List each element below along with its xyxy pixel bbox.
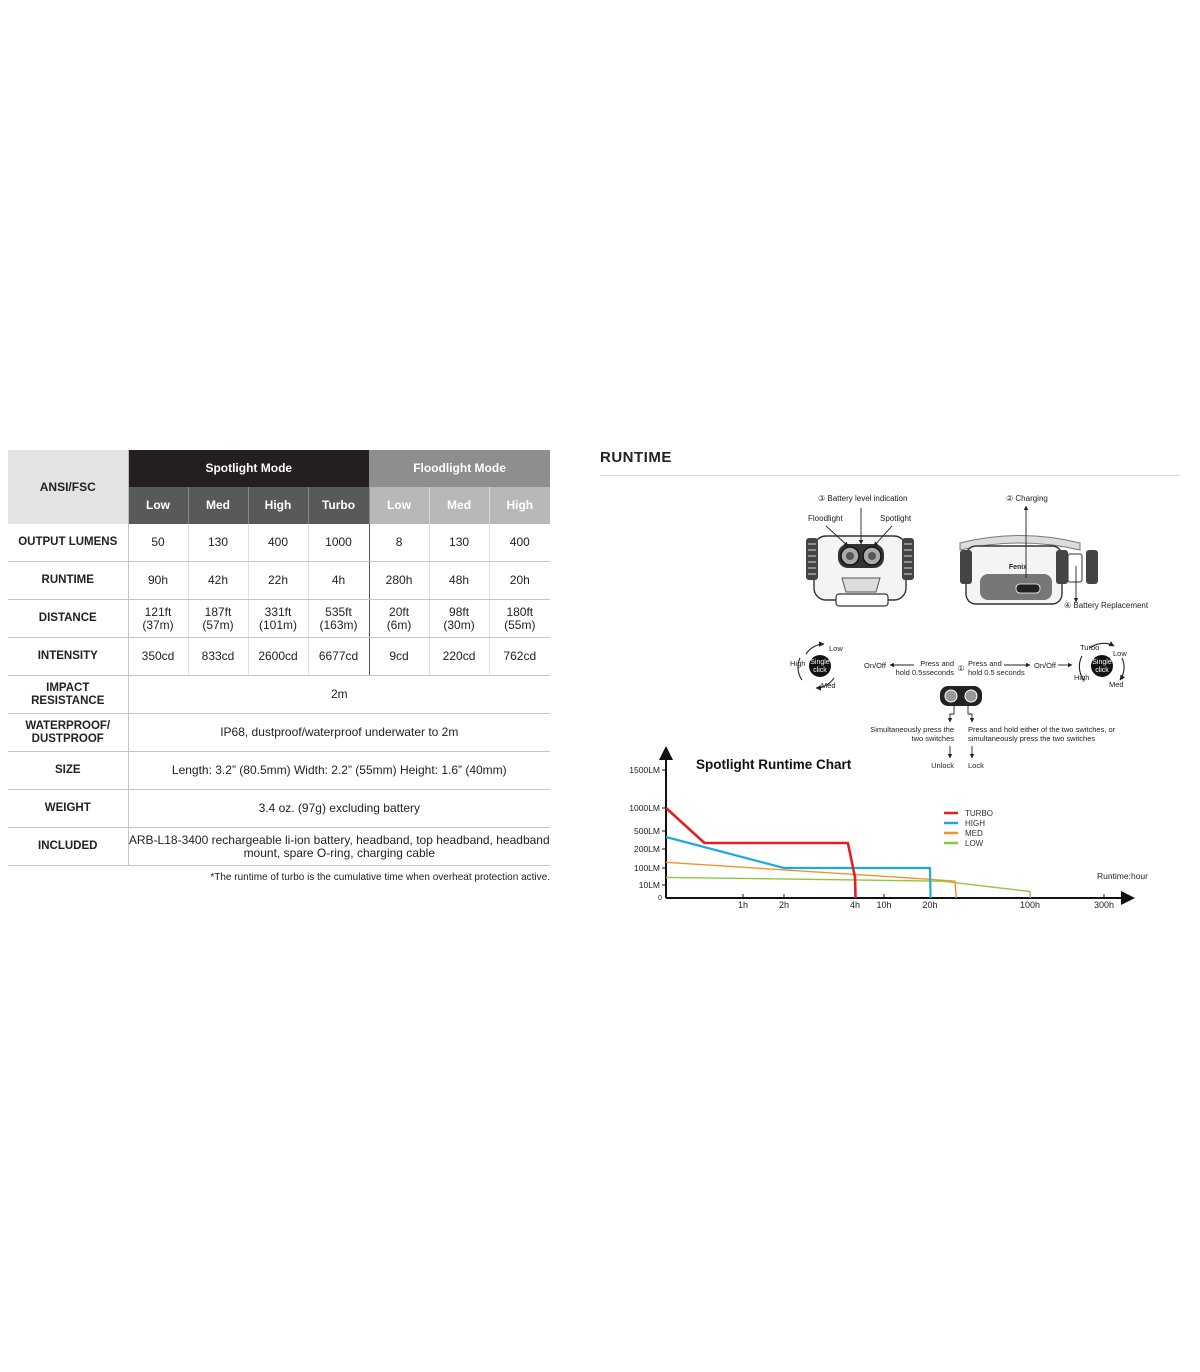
row-label — [8, 752, 128, 790]
cycle-bottom-label: Med — [1109, 680, 1124, 689]
floodlight-group-header: Floodlight Mode — [369, 450, 550, 487]
spec-row — [8, 524, 550, 562]
spec-cell — [489, 638, 550, 676]
press-hold-right: hold 0.5 seconds — [968, 668, 1025, 677]
cell-line: (37m) — [142, 617, 174, 632]
legend-label: TURBO — [965, 809, 993, 818]
row-label — [8, 638, 128, 676]
cycle-top-label: Low — [829, 644, 843, 653]
cell-line: 187ft — [204, 604, 232, 619]
row-label-line: DUSTPROOF — [31, 732, 104, 745]
cycle-left-label: High — [790, 659, 806, 668]
cell-line: (101m) — [258, 617, 297, 632]
x-tick-label: 1h — [737, 900, 749, 910]
spec-span-cell — [128, 676, 550, 714]
mode-header: Low — [128, 487, 188, 524]
cycle-center-label: Single — [810, 659, 830, 666]
y-tick-label: 1500LM — [629, 765, 660, 775]
cell-line: Length: 3.2” (80.5mm) Width: 2.2” (55mm) Height: 1.6” (40mm) — [171, 763, 507, 777]
cell-line: 220cd — [442, 649, 476, 663]
spec-cell — [188, 562, 248, 600]
either-label: Press and hold either of the two switches, or — [968, 725, 1116, 734]
y-tick-label: 100LM — [634, 863, 660, 873]
cell-line: 90h — [147, 573, 169, 587]
cell-line: 130 — [207, 535, 229, 549]
cell-line: 180ft — [506, 604, 534, 619]
row-label-line: DISTANCE — [38, 612, 97, 624]
spec-cell — [489, 600, 550, 638]
row-label-line: INCLUDED — [38, 840, 98, 852]
series-line-turbo — [666, 808, 856, 898]
row-label — [8, 714, 128, 752]
lamp-front-view — [806, 536, 914, 606]
spec-cell — [489, 562, 550, 600]
cell-line: 2600cd — [258, 649, 298, 663]
row-label — [8, 676, 128, 714]
spec-cell — [128, 562, 188, 600]
cell-line: (30m) — [443, 617, 475, 632]
x-tick-label: 20h — [922, 900, 938, 910]
simultaneous-label: two switches — [911, 734, 954, 743]
spec-cell — [248, 562, 308, 600]
row-label-line: SIZE — [54, 764, 81, 776]
row-label-line: INTENSITY — [37, 650, 98, 662]
spec-table — [8, 450, 550, 866]
spec-row — [8, 676, 550, 714]
spec-span-cell — [128, 790, 550, 828]
x-tick-label: 2h — [778, 900, 790, 910]
x-tick-label: 4h — [849, 900, 861, 910]
row-label — [8, 790, 128, 828]
spec-cell — [248, 524, 308, 562]
cell-line: 833cd — [201, 649, 235, 663]
unlock-label: Unlock — [931, 761, 954, 770]
cell-line: 42h — [207, 573, 229, 587]
spec-table-section — [8, 450, 550, 883]
spec-row — [8, 828, 550, 866]
floodlight-mode-cycle — [790, 644, 843, 690]
cell-line: (6m) — [386, 617, 412, 632]
spec-cell — [429, 524, 489, 562]
row-label-line: OUTPUT LUMENS — [18, 536, 118, 548]
spec-row — [8, 790, 550, 828]
battery-level-label: ③ Battery level indication — [818, 494, 908, 503]
switch-pair-icon — [940, 686, 982, 706]
spec-span-cell — [128, 752, 550, 790]
cell-line: 280h — [385, 573, 413, 587]
on-off-label: On/Off — [1034, 661, 1056, 670]
x-tick-label: 10h — [876, 900, 892, 910]
mode-header: Med — [429, 487, 489, 524]
spec-cell — [369, 524, 429, 562]
row-label — [8, 562, 128, 600]
cell-line: 9cd — [389, 649, 409, 663]
spotlight-runtime-chart — [600, 745, 1160, 920]
cell-line: 50 — [151, 535, 165, 549]
cycle-left-label: High — [1074, 673, 1090, 682]
cell-line: 20ft — [389, 604, 410, 619]
cell-line: 400 — [509, 535, 530, 549]
spec-cell — [188, 600, 248, 638]
y-tick-label: 200LM — [634, 844, 660, 854]
turbo-footnote: *The runtime of turbo is the cumulative time when overheat protection active. — [210, 872, 550, 883]
spec-cell — [308, 524, 369, 562]
spec-cell — [369, 638, 429, 676]
spec-row — [8, 752, 550, 790]
row-label-line: RESISTANCE — [31, 694, 105, 707]
spec-cell — [248, 600, 308, 638]
spec-cell — [308, 562, 369, 600]
spec-cell — [128, 600, 188, 638]
cycle-center-label: click — [1095, 667, 1109, 674]
chart-title: Spotlight Runtime Chart — [696, 757, 852, 772]
cell-line: 20h — [509, 573, 530, 587]
cycle-bottom-label: Med — [821, 681, 836, 690]
spec-span-cell — [128, 828, 550, 866]
mode-header: High — [489, 487, 550, 524]
series-line-low — [666, 877, 1030, 898]
spec-cell — [188, 638, 248, 676]
spec-span-cell — [128, 714, 550, 752]
spec-cell — [128, 524, 188, 562]
runtime-divider — [600, 475, 1180, 476]
spec-cell — [248, 638, 308, 676]
y-tick-label: 0 — [658, 895, 662, 902]
spec-table-body — [8, 524, 550, 866]
spec-row — [8, 562, 550, 600]
corner-label: ANSI/FSC — [8, 450, 128, 524]
press-hold-left: Press and — [920, 659, 954, 668]
cell-line: 331ft — [264, 604, 292, 619]
charging-label: ② Charging — [1006, 494, 1048, 503]
cell-line: IP68, dustproof/waterproof underwater to 2m — [220, 725, 459, 739]
brand-label: Fenix — [1008, 564, 1028, 571]
cycle-right-label: Low — [1113, 649, 1127, 658]
spec-cell — [429, 562, 489, 600]
battery-replacement-label: ④ Battery Replacement — [1064, 601, 1149, 610]
y-tick-label: 10LM — [638, 880, 660, 890]
spec-cell — [369, 562, 429, 600]
cycle-top-label: Turbo — [1080, 643, 1100, 652]
cell-line: 3.4 oz. (97g) excluding battery — [258, 801, 420, 815]
mode-header: Turbo — [308, 487, 369, 524]
cycle-center-label: click — [813, 667, 827, 674]
spec-cell — [369, 600, 429, 638]
cell-line: 98ft — [449, 604, 470, 619]
spotlight-mode-cycle — [1074, 643, 1127, 689]
either-label: simultaneously press the two switches — [968, 734, 1096, 743]
runtime-title: RUNTIME — [600, 449, 672, 466]
y-tick-group — [629, 765, 666, 902]
legend-label: HIGH — [965, 819, 985, 828]
floodlight-label: Floodlight — [808, 514, 843, 523]
spotlight-label: Spotlight — [880, 514, 912, 523]
cell-line: 350cd — [141, 649, 175, 663]
marker-one: ① — [957, 664, 965, 673]
spec-cell — [188, 524, 248, 562]
y-tick-label: 1000LM — [629, 803, 660, 813]
row-label-line: RUNTIME — [41, 574, 94, 586]
cell-line: 22h — [267, 573, 289, 587]
cell-line: 762cd — [503, 649, 537, 663]
lamp-rear-view — [960, 536, 1098, 605]
mode-header: High — [248, 487, 308, 524]
spec-row — [8, 714, 550, 752]
series-line-high — [666, 837, 931, 898]
press-hold-right: Press and — [968, 659, 1002, 668]
row-label-line: WATERPROOF/ — [25, 719, 111, 732]
on-off-label: On/Off — [864, 661, 886, 670]
x-axis-label: Runtime:hour — [1096, 871, 1148, 881]
chart-legend — [944, 809, 993, 848]
simultaneous-label: Simultaneously press the — [870, 725, 954, 734]
spec-cell — [308, 600, 369, 638]
lock-label: Lock — [968, 761, 984, 770]
x-tick-label: 300h — [1093, 900, 1115, 910]
row-label-line: IMPACT — [46, 681, 90, 694]
spec-row — [8, 600, 550, 638]
cell-line: (163m) — [319, 617, 358, 632]
cycle-center-label: Single — [1092, 659, 1112, 666]
cell-line: 400 — [267, 535, 289, 549]
spec-cell — [429, 638, 489, 676]
legend-label: LOW — [965, 839, 984, 848]
spec-cell — [308, 638, 369, 676]
cell-line: ARB-L18-3400 rechargeable li-ion battery, headband, top headband, headband — [128, 832, 550, 847]
cell-line: 121ft — [144, 604, 172, 619]
row-label — [8, 600, 128, 638]
spec-cell — [429, 600, 489, 638]
x-tick-group — [738, 894, 1114, 910]
spotlight-group-header: Spotlight Mode — [128, 450, 369, 487]
cell-line: 8 — [395, 535, 403, 549]
cell-line: (55m) — [504, 617, 536, 632]
cell-line: 4h — [331, 573, 346, 587]
legend-label: MED — [965, 829, 983, 838]
cell-line: 535ft — [325, 604, 352, 619]
cell-line: 1000 — [325, 535, 352, 549]
press-hold-left: hold 0.5sseconds — [895, 668, 954, 677]
cell-line: 6677cd — [318, 649, 359, 663]
spec-row — [8, 638, 550, 676]
headlamp-diagram — [780, 488, 1180, 778]
row-label — [8, 828, 128, 866]
cell-line: 2m — [330, 687, 348, 701]
x-tick-label: 100h — [1019, 900, 1041, 910]
cell-line: 48h — [449, 573, 470, 587]
spec-cell — [128, 638, 188, 676]
cell-line: 130 — [449, 535, 470, 549]
cell-line: (57m) — [202, 617, 234, 632]
row-label-line: WEIGHT — [44, 802, 91, 814]
spec-cell — [489, 524, 550, 562]
mode-header: Low — [369, 487, 429, 524]
cell-line: mount, spare O-ring, charging cable — [243, 845, 435, 860]
mode-header: Med — [188, 487, 248, 524]
row-label — [8, 524, 128, 562]
y-tick-label: 500LM — [634, 826, 660, 836]
